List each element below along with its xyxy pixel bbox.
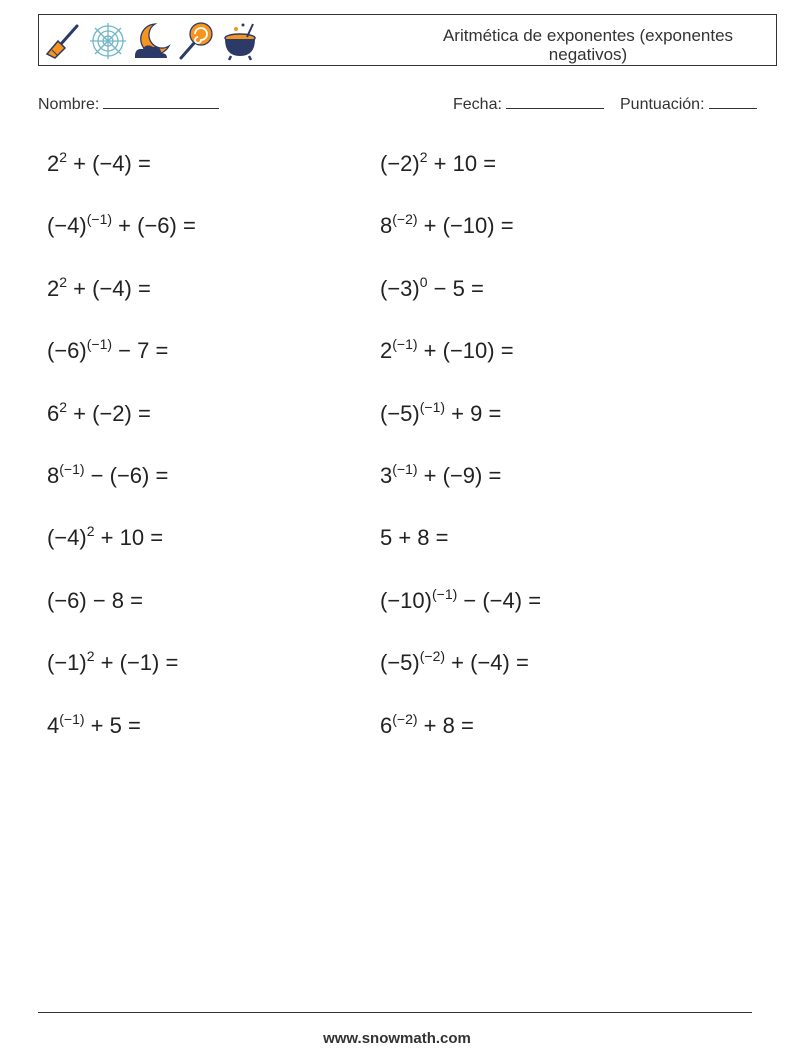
problem-base: 8 [380,213,393,238]
problem-exponent: 2 [59,399,68,415]
problem-exponent: (−2) [419,648,446,664]
problem-exponent: (−2) [392,211,418,227]
math-problem [47,337,168,365]
problem-rest: + (−1) = [94,650,179,675]
problem-rest: − 5 = [427,276,484,301]
problem-base: (−2) [380,151,420,176]
problem-rest: + (−2) = [67,401,151,426]
problem-exponent: (−1) [392,461,418,477]
math-problem [380,275,484,303]
problem-base: (−1) [47,650,87,675]
problem-rest: − 7 = [112,338,169,363]
score-blank[interactable] [709,94,757,109]
broom-icon [43,20,85,62]
math-problem [47,400,151,428]
problem-rest: + (−4) = [67,276,151,301]
problem-base: 2 [47,276,60,301]
math-problem [380,400,501,428]
icon-strip [43,19,261,63]
problem-base: 3 [380,463,393,488]
problem-exponent: (−1) [86,211,113,227]
problem-base: 5 + 8 = [380,525,449,550]
math-problem [380,524,449,552]
problem-base: (−4) [47,213,87,238]
math-problem [380,712,474,740]
problem-rest: + 10 = [94,525,164,550]
problem-base: (−10) [380,588,432,613]
date-label: Fecha: [453,96,502,113]
problem-rest: + 10 = [427,151,497,176]
worksheet-title: Aritmética de exponentes (exponentes negativos) [442,26,734,64]
math-problem [47,462,168,490]
math-problem [47,275,151,303]
problem-exponent: (−1) [59,711,85,727]
problem-exponent: 2 [86,523,95,539]
worksheet-header [38,14,777,66]
score-label: Puntuación: [620,96,705,113]
footer-url: www.snowmath.com [323,1030,471,1047]
problem-exponent: (−1) [431,586,458,602]
math-problem [47,649,178,677]
problem-rest: − (−6) = [84,463,169,488]
problem-base: 4 [47,713,60,738]
problem-exponent: 2 [419,149,428,165]
problem-rest: + (−4) = [445,650,529,675]
math-problem [380,649,529,677]
math-problem [47,150,151,178]
problem-exponent: 2 [86,648,95,664]
cauldron-icon [219,20,261,62]
problem-rest: + 8 = [417,713,474,738]
problem-exponent: (−1) [419,399,446,415]
problem-exponent: (−1) [86,336,113,352]
math-problem [380,212,514,240]
problem-base: (−5) [380,401,420,426]
problem-base: (−3) [380,276,420,301]
problem-rest: + (−9) = [417,463,502,488]
date-field[interactable] [453,94,604,114]
name-field[interactable] [38,94,219,114]
math-problem [47,712,141,740]
problem-rest: + (−4) = [67,151,151,176]
problem-base: (−5) [380,650,420,675]
problem-base: (−6) [47,338,87,363]
problem-base: 6 [380,713,393,738]
problem-exponent: (−1) [392,336,418,352]
problem-base: 8 [47,463,60,488]
footer-divider [38,1012,752,1013]
math-problem [380,462,501,490]
math-problem [47,212,196,240]
math-problem [47,524,163,552]
math-problem [380,337,514,365]
moon-cloud-icon [131,20,173,62]
problem-base: 2 [380,338,393,363]
problem-rest: + (−10) = [417,338,514,363]
problem-rest: + (−6) = [112,213,196,238]
spider-web-icon [87,20,129,62]
problem-exponent: (−2) [392,711,418,727]
math-problem [380,150,496,178]
problem-rest: − (−4) = [457,588,542,613]
problem-exponent: 2 [59,149,68,165]
math-problem [47,587,143,615]
problem-exponent: 0 [419,274,428,290]
problem-rest: + 9 = [445,401,502,426]
problem-base: 6 [47,401,60,426]
name-label: Nombre: [38,96,100,113]
problem-rest: + (−10) = [417,213,514,238]
problem-rest: + 5 = [84,713,141,738]
lollipop-icon [175,20,217,62]
problem-base: (−6) − 8 = [47,588,144,613]
name-blank[interactable] [103,94,219,109]
problem-base: (−4) [47,525,87,550]
score-field[interactable] [620,94,757,114]
date-blank[interactable] [506,94,604,109]
math-problem [380,587,541,615]
problem-base: 2 [47,151,60,176]
problem-exponent: 2 [59,274,68,290]
problem-exponent: (−1) [59,461,85,477]
